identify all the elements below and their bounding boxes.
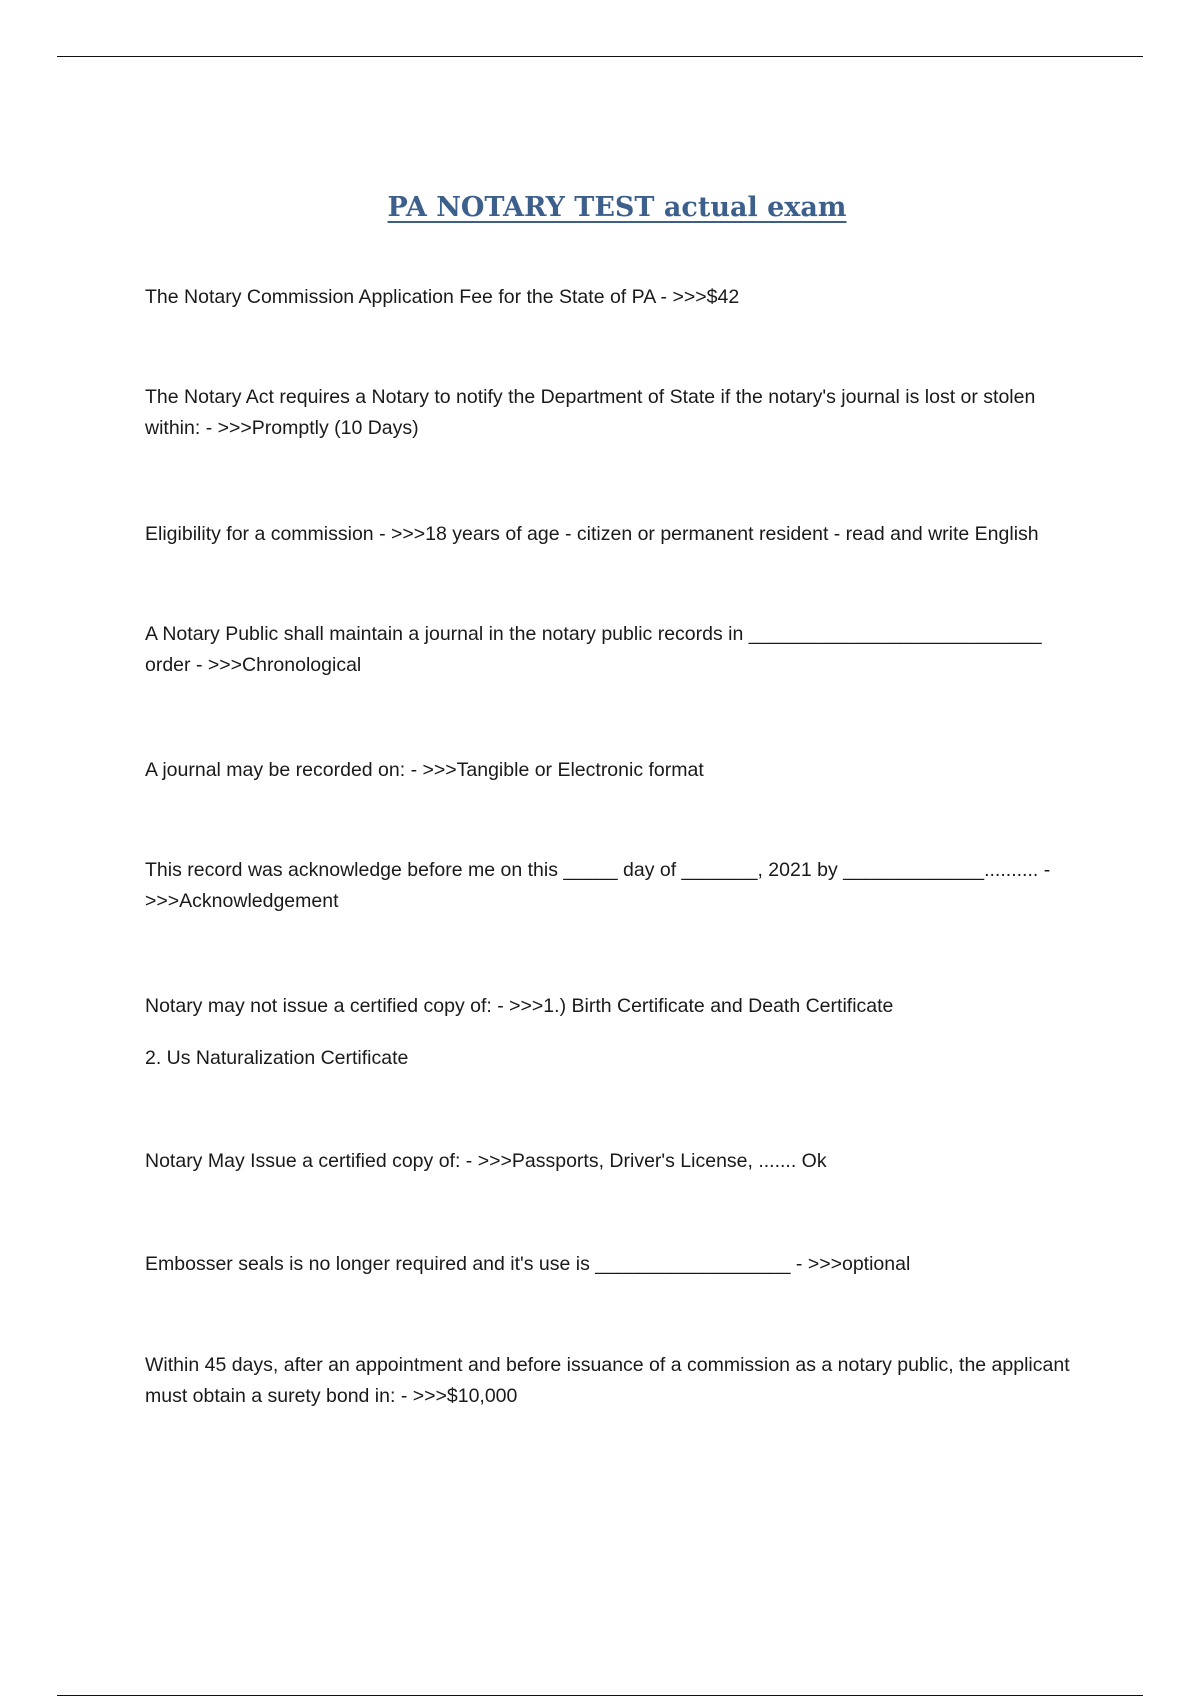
qa-item-embosser-seal: Embosser seals is no longer required and it's use is __________________ - >>>optional — [145, 1253, 911, 1275]
qa-item-may-certify: Notary May Issue a certified copy of: - >>>Passports, Driver's License, ....... Ok — [145, 1150, 827, 1172]
qa-item-surety-bond: Within 45 days, after an appointment and before issuance of a commission as a notary public, the applicant must obtain a surety bond in: - >>>$10,000 — [145, 1354, 1070, 1407]
footer-rule — [57, 1695, 1143, 1696]
qa-item-not-certified: Notary may not issue a certified copy of: - >>>1.) Birth Certificate and Death Certificate — [145, 995, 894, 1017]
qa-item-eligibility: Eligibility for a commission - >>>18 years of age - citizen or permanent resident - read and write English — [145, 523, 1039, 545]
qa-item-naturalization: 2. Us Naturalization Certificate — [145, 1047, 409, 1069]
qa-item-journal-order: A Notary Public shall maintain a journal in the notary public records in ___________________________ order - >>>Chronological — [145, 623, 1042, 676]
header-rule — [57, 56, 1143, 57]
document-title: PA NOTARY TEST actual exam — [387, 192, 847, 223]
qa-item-application-fee: The Notary Commission Application Fee for the State of PA - >>>$42 — [145, 286, 740, 308]
qa-item-acknowledgement: This record was acknowledge before me on this _____ day of _______, 2021 by _____________.......... - >>>Acknowledgement — [145, 859, 1051, 912]
qa-item-journal-lost: The Notary Act requires a Notary to notify the Department of State if the notary's journal is lost or stolen within: - >>>Promptly (10 Days) — [145, 386, 1036, 439]
qa-item-journal-format: A journal may be recorded on: - >>>Tangible or Electronic format — [145, 759, 704, 781]
